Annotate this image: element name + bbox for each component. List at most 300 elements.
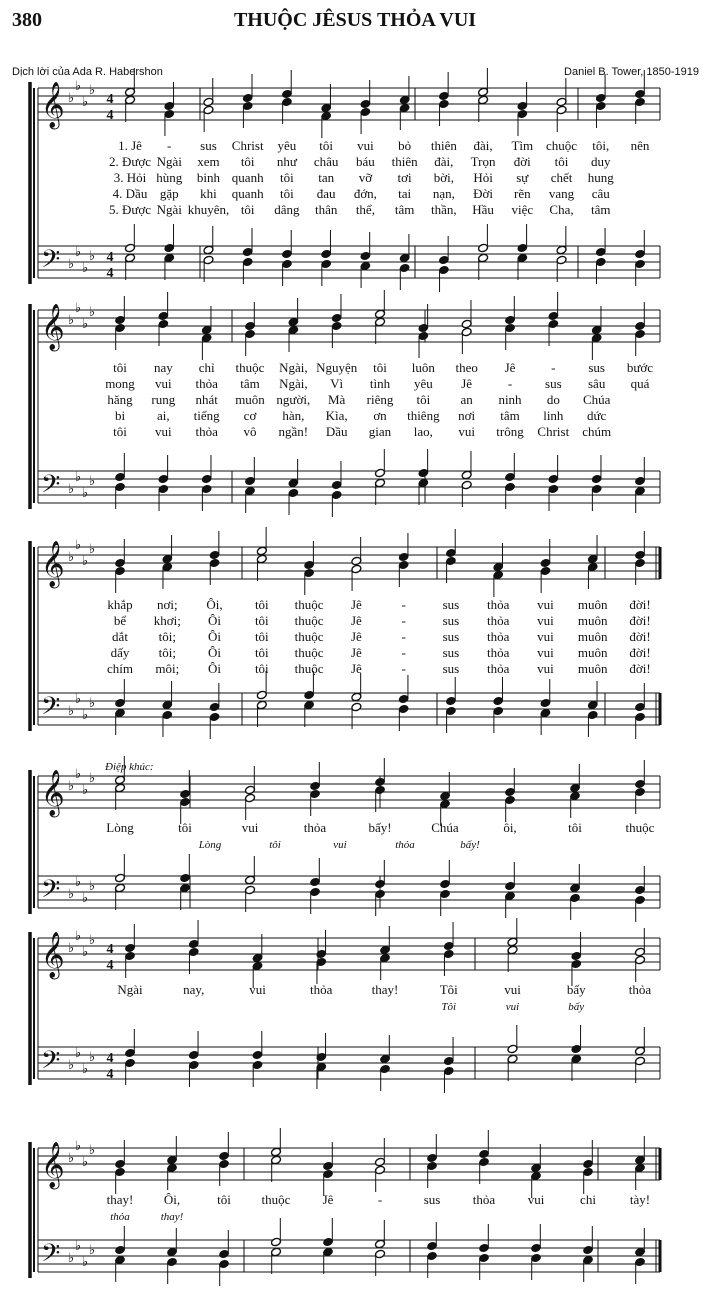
lyric-syllable: thỏa <box>486 613 510 628</box>
lyric-syllable: đài, <box>473 138 493 153</box>
flat-icon: ♭ <box>75 692 82 707</box>
lyric-syllable: Ôi <box>208 629 222 644</box>
lyric-syllable: Nguyện <box>316 360 358 375</box>
lyric-syllable: 4. Dầu <box>112 186 148 201</box>
bass-clef-icon: 𝄢 <box>41 1046 61 1081</box>
lyric-syllable: hăng <box>107 392 133 407</box>
flat-icon: ♭ <box>89 1243 96 1258</box>
system-3 <box>30 527 660 739</box>
system-4 <box>30 756 660 922</box>
lyric-syllable: Christ <box>537 424 570 439</box>
lyric-syllable: Ngài, <box>279 360 308 375</box>
treble-clef-icon: 𝄞 <box>41 770 65 816</box>
lyric-syllable: 5. Được <box>108 202 152 217</box>
lyric-syllable: riêng <box>366 392 394 407</box>
lyric-syllable: Ôi, <box>163 1192 181 1207</box>
lyric-syllable: sus <box>545 376 562 391</box>
lyric-syllable: vang <box>548 186 575 201</box>
lyric-syllable: nơi; <box>156 597 178 612</box>
lyric-syllable: ơn <box>373 408 387 423</box>
lyric-syllable: tôi <box>280 186 294 201</box>
lyric-syllable: tơi <box>397 170 412 185</box>
lyric-syllable: Ngài <box>156 202 182 217</box>
lyric-syllable: tôi <box>554 154 569 169</box>
lyric-syllable: Đời <box>473 186 494 201</box>
bass-clef-icon: 𝄢 <box>41 245 61 280</box>
system-5 <box>30 918 660 1093</box>
lyric-syllable: thiêng <box>407 408 440 423</box>
lyric-syllable: sus <box>442 613 460 628</box>
lyric-syllable: tôi <box>113 360 127 375</box>
lyric-syllable: thuộc <box>294 661 324 676</box>
lyric-syllable: thỏa <box>486 597 510 612</box>
lyric-syllable: 2. Được <box>108 154 152 169</box>
lyric-syllable: thỏa <box>628 982 652 997</box>
lyric-syllable: vui <box>155 376 172 391</box>
lyric-syllable: 3. Hỏi <box>113 170 147 185</box>
lyric-syllable: tôi <box>319 138 334 153</box>
composer-credit: Daniel B. Tower, 1850-1919 <box>564 66 699 78</box>
lyric-syllable: vô <box>243 424 257 439</box>
lyric-syllable: gặp <box>159 186 179 201</box>
lyric-syllable: muôn <box>577 613 608 628</box>
lyric-syllable: tôi; <box>158 645 176 660</box>
treble-clef-icon: 𝄞 <box>41 82 65 128</box>
lyric-syllable: nay <box>153 360 173 375</box>
lyric-syllable: rẽn <box>514 186 531 201</box>
lyric-syllable: bấy! <box>368 820 392 835</box>
lyric-syllable: Jê <box>350 613 362 628</box>
flat-icon: ♭ <box>75 929 82 944</box>
lyric-syllable: tôi <box>178 820 192 835</box>
lyric-syllable: quanh <box>231 186 264 201</box>
lyric-syllable: nhát <box>195 392 218 407</box>
lyric-syllable: câu <box>591 186 610 201</box>
lyricist-credit: Dịch lời của Ada R. Habershon <box>12 66 163 78</box>
lyric-syllable: - <box>401 645 406 660</box>
echo-syllable: vui <box>333 839 347 851</box>
lyric-syllable: ôi, <box>503 820 517 835</box>
treble-clef-icon: 𝄞 <box>41 1142 65 1188</box>
lyric-syllable: Vì <box>330 376 344 391</box>
lyric-syllable: Tìm <box>511 138 534 153</box>
lyric-syllable: Kìa, <box>325 408 348 423</box>
lyric-syllable: nay, <box>183 982 205 997</box>
lyric-syllable: binh <box>196 170 221 185</box>
lyric-syllable: chỉ <box>198 360 215 375</box>
echo-syllable: thay! <box>160 1211 184 1223</box>
lyric-syllable: tan <box>318 170 335 185</box>
lyric-syllable: hàn, <box>282 408 305 423</box>
lyric-syllable: thỏa <box>303 820 327 835</box>
lyric-syllable: vui <box>249 982 266 997</box>
bass-clef-icon: 𝄢 <box>41 470 61 505</box>
lyric-syllable: luôn <box>411 360 435 375</box>
lyric-syllable: thay! <box>371 982 399 997</box>
lyric-syllable: Jê <box>350 597 362 612</box>
lyric-syllable: sâu <box>587 376 606 391</box>
lyric-syllable: chúm <box>582 424 612 439</box>
lyric-syllable: vui <box>537 661 554 676</box>
lyric-syllable: yêu <box>413 376 433 391</box>
lyric-syllable: hùng <box>156 170 183 185</box>
lyric-syllable: đau <box>316 186 336 201</box>
lyric-syllable: thần, <box>431 202 457 217</box>
lyric-syllable: vui <box>537 645 554 660</box>
lyric-syllable: - <box>401 661 406 676</box>
lyric-syllable: đài, <box>434 154 454 169</box>
lyric-syllable: tai <box>398 186 412 201</box>
lyric-syllable: báu <box>355 154 375 169</box>
lyric-syllable: Jê <box>350 661 362 676</box>
flat-icon: ♭ <box>89 1050 96 1065</box>
lyric-syllable: an <box>460 392 473 407</box>
lyric-syllable: Trọn <box>470 154 496 169</box>
lyric-syllable: quanh <box>231 170 264 185</box>
lyric-syllable: dức <box>587 408 607 423</box>
lyric-syllable: Ngài, <box>279 376 308 391</box>
flat-icon: ♭ <box>68 257 75 272</box>
flat-icon: ♭ <box>68 550 75 565</box>
lyric-syllable: chi <box>580 1192 596 1207</box>
lyric-syllable: trông <box>496 424 524 439</box>
lyric-syllable: đời <box>513 154 531 169</box>
lyric-syllable: thỏa <box>486 645 510 660</box>
lyric-syllable: dấy <box>110 645 130 660</box>
lyric-syllable: tôi <box>254 629 269 644</box>
lyric-syllable: sus <box>442 645 460 660</box>
flat-icon: ♭ <box>75 470 82 485</box>
lyric-syllable: quá <box>630 376 650 391</box>
lyric-syllable: thuộc <box>625 820 655 835</box>
flat-icon: ♭ <box>75 875 82 890</box>
lyric-syllable: tày! <box>629 1192 651 1207</box>
flat-icon: ♭ <box>82 708 89 723</box>
lyric-syllable: Chúa <box>582 392 611 407</box>
lyric-syllable: Tôi <box>439 982 458 997</box>
lyric-syllable: thỏa <box>195 424 218 439</box>
lyric-syllable: đời! <box>629 597 651 612</box>
lyric-syllable: rung <box>151 392 176 407</box>
flat-icon: ♭ <box>75 79 82 94</box>
lyric-syllable: tôi, <box>592 138 610 153</box>
lyric-syllable: ninh <box>498 392 522 407</box>
lyric-syllable: Mà <box>327 392 346 407</box>
lyric-syllable: thuộc <box>261 1192 291 1207</box>
lyric-syllable: nạn, <box>432 186 455 201</box>
lyric-syllable: bể <box>113 613 127 628</box>
echo-syllable: Tôi <box>441 1001 457 1013</box>
lyric-syllable: thỏa <box>310 982 333 997</box>
flat-icon: ♭ <box>82 945 89 960</box>
lyric-syllable: Hầu <box>472 202 494 217</box>
flat-icon: ♭ <box>68 887 75 902</box>
flat-icon: ♭ <box>68 1151 75 1166</box>
lyric-syllable: muôn <box>577 645 608 660</box>
lyric-syllable: khi <box>200 186 217 201</box>
time-signature-top: 4 <box>106 250 114 265</box>
lyric-syllable: Ôi <box>208 661 222 676</box>
lyric-syllable: đời! <box>629 629 651 644</box>
echo-syllable: bấy <box>568 1001 585 1013</box>
lyric-syllable: lao, <box>413 424 433 439</box>
lyric-syllable: - <box>401 597 406 612</box>
lyric-syllable: cơ <box>243 408 257 423</box>
lyric-syllable: thuộc <box>294 645 324 660</box>
time-signature-bottom: 4 <box>106 108 114 123</box>
flat-icon: ♭ <box>75 767 82 782</box>
lyric-syllable: như <box>276 154 297 169</box>
lyric-syllable: bi <box>114 408 126 423</box>
lyric-syllable: chím <box>107 661 133 676</box>
lyric-syllable: gian <box>368 424 392 439</box>
lyric-syllable: ai, <box>157 408 170 423</box>
lyric-syllable: đời! <box>629 613 651 628</box>
lyric-syllable: vui <box>537 629 554 644</box>
lyric-syllable: sus <box>442 629 460 644</box>
time-signature-bottom: 4 <box>106 958 114 973</box>
flat-icon: ♭ <box>75 301 82 316</box>
lyric-syllable: linh <box>543 408 564 423</box>
lyric-syllable: Jê <box>504 360 516 375</box>
lyric-syllable: sus <box>442 597 460 612</box>
lyric-syllable: Ngài <box>117 982 143 997</box>
lyric-syllable: tôi <box>254 597 269 612</box>
lyric-syllable: yêu <box>277 138 297 153</box>
lyric-syllable: dắt <box>112 629 128 644</box>
lyric-syllable: muôn <box>577 629 608 644</box>
lyric-syllable: thỏa <box>486 629 510 644</box>
flat-icon: ♭ <box>75 1046 82 1061</box>
time-signature-top: 4 <box>106 942 114 957</box>
hymn-title: THUỘC JÊSUS THỎA VUI <box>233 9 477 31</box>
lyric-syllable: Ôi <box>208 613 222 628</box>
flat-icon: ♭ <box>89 771 96 786</box>
time-signature-bottom: 4 <box>106 266 114 281</box>
lyric-syllable: Christ <box>231 138 264 153</box>
lyric-syllable: sus <box>423 1192 441 1207</box>
lyric-syllable: 1. Jê <box>118 138 142 153</box>
lyric-syllable: thuộc <box>235 360 265 375</box>
lyric-syllable: thân <box>314 202 338 217</box>
flat-icon: ♭ <box>68 1251 75 1266</box>
flat-icon: ♭ <box>82 783 89 798</box>
time-signature-bottom: 4 <box>106 1067 114 1082</box>
lyric-syllable: hung <box>587 170 614 185</box>
echo-syllable: Lòng <box>198 839 222 851</box>
lyric-syllable: theo <box>455 360 478 375</box>
lyric-syllable: tiếng <box>193 408 220 423</box>
lyric-syllable: - <box>507 376 513 391</box>
flat-icon: ♭ <box>89 1143 96 1158</box>
system-1 <box>30 68 660 292</box>
lyric-syllable: vui <box>527 1192 545 1207</box>
lyric-syllable: vui <box>155 424 172 439</box>
lyric-syllable: Ôi <box>208 645 222 660</box>
lyric-syllable: chuộc <box>546 138 578 153</box>
echo-syllable: tôi <box>269 839 281 851</box>
lyric-syllable: ngần! <box>278 424 309 439</box>
lyric-syllable: Lòng <box>106 820 134 835</box>
flat-icon: ♭ <box>82 95 89 110</box>
lyric-syllable: khắp <box>107 597 133 612</box>
flat-icon: ♭ <box>75 245 82 260</box>
bass-clef-icon: 𝄢 <box>41 1239 61 1274</box>
flat-icon: ♭ <box>68 941 75 956</box>
lyric-syllable: sự <box>516 170 529 185</box>
flat-icon: ♭ <box>89 249 96 264</box>
lyric-syllable: Ôi, <box>206 597 223 612</box>
lyric-syllable: vui <box>241 820 259 835</box>
lyric-syllable: tôi <box>254 645 269 660</box>
lyric-syllable: mong <box>105 376 135 391</box>
lyric-syllable: dâng <box>274 202 300 217</box>
lyric-syllable: - <box>377 1192 383 1207</box>
lyric-syllable: tôi <box>373 360 387 375</box>
lyric-syllable: - <box>401 613 406 628</box>
page-number: 380 <box>12 9 42 31</box>
flat-icon: ♭ <box>68 1058 75 1073</box>
lyric-syllable: - <box>401 629 406 644</box>
flat-icon: ♭ <box>82 486 89 501</box>
lyric-syllable: xem <box>197 154 220 169</box>
lyric-syllable: sus <box>200 138 217 153</box>
lyric-syllable: thiên <box>430 138 457 153</box>
flat-icon: ♭ <box>82 1255 89 1270</box>
system-6 <box>30 1128 660 1286</box>
lyric-syllable: thuộc <box>294 597 324 612</box>
lyric-syllable: bỏ <box>398 138 412 153</box>
lyric-syllable: bời, <box>433 170 454 185</box>
lyric-syllable: Jê <box>350 629 362 644</box>
lyric-syllable: Chúa <box>431 820 459 835</box>
lyric-syllable: tôi <box>240 202 255 217</box>
flat-icon: ♭ <box>82 554 89 569</box>
flat-icon: ♭ <box>68 91 75 106</box>
lyric-syllable: nơi <box>458 408 476 423</box>
flat-icon: ♭ <box>89 474 96 489</box>
lyric-syllable: sus <box>442 661 460 676</box>
lyric-syllable: tôi <box>254 613 269 628</box>
lyric-syllable: duy <box>591 154 611 169</box>
lyric-syllable: tôi; <box>158 629 176 644</box>
lyric-syllable: - <box>551 360 556 375</box>
bass-clef-icon: 𝄢 <box>41 875 61 910</box>
lyric-syllable: vui <box>537 597 554 612</box>
lyric-syllable: tôi <box>416 392 431 407</box>
lyric-syllable: người, <box>276 392 311 407</box>
lyric-syllable: vỡ <box>358 170 373 185</box>
treble-clef-icon: 𝄞 <box>41 304 65 350</box>
lyric-syllable: thay! <box>106 1192 134 1207</box>
lyric-syllable: thỏa <box>472 1192 496 1207</box>
flat-icon: ♭ <box>82 1062 89 1077</box>
flat-icon: ♭ <box>82 1155 89 1170</box>
lyric-syllable: muôn <box>577 661 608 676</box>
lyric-syllable: do <box>546 392 560 407</box>
lyric-syllable: nên <box>630 138 650 153</box>
lyric-syllable: đời! <box>629 661 651 676</box>
lyric-syllable: vui <box>504 982 521 997</box>
flat-icon: ♭ <box>82 891 89 906</box>
lyric-syllable: việc <box>511 202 534 217</box>
lyric-syllable: châu <box>313 154 339 169</box>
flat-icon: ♭ <box>68 482 75 497</box>
echo-syllable: thỏa <box>395 839 415 851</box>
lyric-syllable: sus <box>588 360 605 375</box>
flat-icon: ♭ <box>75 538 82 553</box>
lyric-syllable: thể, <box>355 202 375 217</box>
echo-syllable: bấy! <box>460 839 480 851</box>
time-signature-top: 4 <box>106 1051 114 1066</box>
lyric-syllable: tôi <box>568 820 582 835</box>
music-systems <box>30 68 660 1286</box>
lyric-syllable: vui <box>357 138 374 153</box>
lyric-syllable: vui <box>458 424 475 439</box>
echo-syllable: thỏa <box>110 1211 130 1223</box>
flat-icon: ♭ <box>82 261 89 276</box>
lyric-syllable: muôn <box>235 392 265 407</box>
treble-clef-icon: 𝄞 <box>41 932 65 978</box>
flat-icon: ♭ <box>89 83 96 98</box>
lyric-syllable: tâm <box>500 408 520 423</box>
lyric-syllable: khuyên, <box>187 202 230 217</box>
lyric-syllable: thuộc <box>294 613 324 628</box>
flat-icon: ♭ <box>89 542 96 557</box>
flat-icon: ♭ <box>68 779 75 794</box>
lyric-syllable: đời! <box>629 645 651 660</box>
lyric-syllable: tâm <box>394 202 415 217</box>
lyric-syllable: tình <box>369 376 391 391</box>
lyric-syllable: Jê <box>461 376 473 391</box>
lyric-syllable: - <box>167 138 172 153</box>
flat-icon: ♭ <box>68 704 75 719</box>
flat-icon: ♭ <box>89 879 96 894</box>
flat-icon: ♭ <box>89 696 96 711</box>
lyric-syllable: Jê <box>350 645 362 660</box>
flat-icon: ♭ <box>89 305 96 320</box>
lyric-syllable: Jê <box>322 1192 334 1207</box>
lyric-syllable: thỏa <box>486 661 510 676</box>
flat-icon: ♭ <box>75 1239 82 1254</box>
flat-icon: ♭ <box>89 933 96 948</box>
lyric-syllable: bấy <box>566 982 586 997</box>
echo-syllable: vui <box>505 1001 520 1013</box>
lyric-syllable: thuộc <box>294 629 324 644</box>
system-2 <box>30 290 660 517</box>
flat-icon: ♭ <box>82 317 89 332</box>
lyric-syllable: Hỏi <box>473 170 493 185</box>
treble-clef-icon: 𝄞 <box>41 541 65 587</box>
lyric-syllable: muôn <box>577 597 608 612</box>
lyric-syllable: Ngài <box>156 154 182 169</box>
time-signature-top: 4 <box>106 92 114 107</box>
lyric-syllable: Cha, <box>549 202 574 217</box>
lyric-syllable: tôi <box>254 661 269 676</box>
lyric-syllable: tôi <box>240 154 255 169</box>
lyric-syllable: vui <box>537 613 554 628</box>
bass-clef-icon: 𝄢 <box>41 692 61 727</box>
lyric-syllable: Dầu <box>325 424 348 439</box>
lyric-syllable: tâm <box>591 202 611 217</box>
lyric-syllable: khơi; <box>153 613 181 628</box>
lyric-syllable: đớn, <box>353 186 377 201</box>
lyric-syllable: tôi <box>280 170 294 185</box>
flat-icon: ♭ <box>75 1139 82 1154</box>
flat-icon: ♭ <box>68 313 75 328</box>
refrain-label: Điệp khúc: <box>105 761 154 773</box>
lyric-syllable: tôi <box>113 424 127 439</box>
